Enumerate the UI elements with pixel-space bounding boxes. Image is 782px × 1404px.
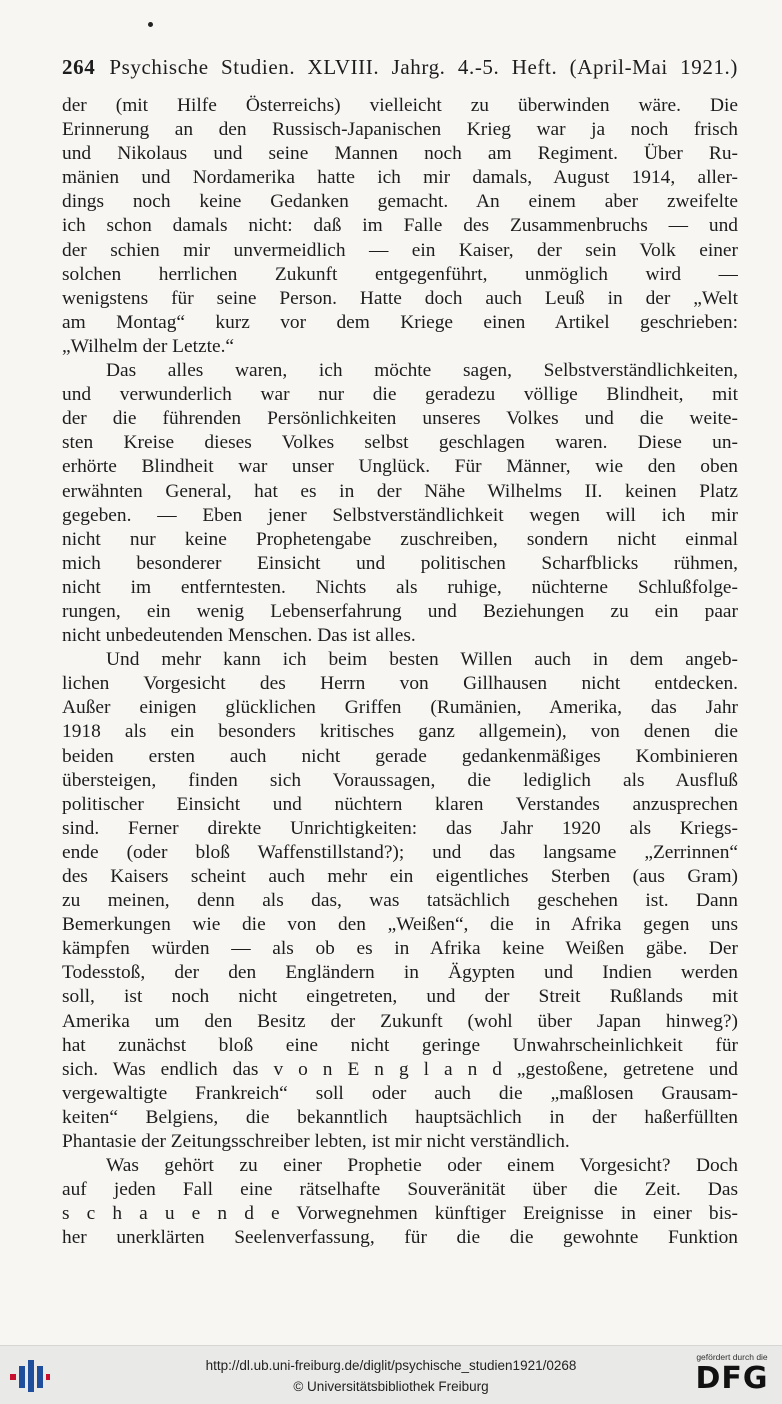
text-line: Was gehört zu einer Prophetie oder einem Vorgesicht? Doch (106, 1155, 738, 1177)
text-line: kämpfen würden — als ob es in Afrika keine Weißen gäbe. Der (62, 938, 738, 960)
text-line: Amerika um den Besitz der Zukunft (wohl über Japan hinweg?) (62, 1010, 738, 1032)
text-line: gegeben. — Eben jener Selbstverständlichkeit wegen will ich mir (62, 504, 738, 526)
text-line: sind. Ferner direkte Unrichtigkeiten: das Jahr 1920 als Kriegs- (62, 817, 738, 839)
text-line: soll, ist noch nicht eingetreten, und der Streit Rußlands mit (62, 986, 738, 1008)
text-line: erhörte Blindheit war unser Unglück. Für Männer, wie den oben (62, 456, 738, 478)
text-line: und verwunderlich war nur die geradezu völlige Blindheit, mit (62, 384, 738, 406)
copyright-notice: © Universitätsbibliothek Freiburg (293, 1379, 489, 1394)
text-line: „Wilhelm der Letzte.“ (62, 335, 235, 357)
text-line: nicht nur keine Prophetengabe zuschreiben, sondern nicht einmal (62, 528, 738, 550)
text-line: der die führenden Persönlichkeiten unseres Volkes und die weite- (62, 408, 738, 430)
text-line: sich. Was endlich das v o n E n g l a n d „gestoßene, getretene und (62, 1058, 738, 1080)
dfg-logo[interactable] (690, 1352, 774, 1400)
text-line: s c h a u e n d e Vorwegnehmen künftiger Ereignisse in einer bis- (62, 1203, 738, 1225)
text-line: der (mit Hilfe Österreichs) vielleicht zu überwinden wäre. Die (62, 95, 738, 116)
text-line: nicht im entferntesten. Nichts als ruhige, nüchterne Schlußfolge- (62, 576, 738, 598)
text-line: ende (oder bloß Waffenstillstand?); und das langsame „Zerrinnen“ (62, 841, 738, 863)
text-line: keiten“ Belgiens, die bekanntlich hauptsächlich in der haßerfüllten (62, 1106, 738, 1128)
dfg-caption: gefördert durch die (696, 1352, 768, 1362)
text-line: Erinnerung an den Russisch-Japanischen Krieg war ja noch frisch (62, 119, 738, 141)
text-line: auf jeden Fall eine rätselhafte Souveränität über die Zeit. Das (62, 1179, 738, 1201)
text-line: des Kaisers scheint auch mehr ein eigentliches Sterben (aus Gram) (62, 866, 738, 887)
text-line: Außer einigen glücklichen Griffen (Rumänien, Amerika, das Jahr (62, 697, 738, 719)
text-line: ich schon damals nicht: daß im Falle des Zusammenbruchs — und (62, 215, 738, 237)
text-line: dings noch keine Gedanken gemacht. An einem aber zweifelte (62, 191, 738, 213)
footer-bar (0, 1345, 782, 1404)
page-number: 264 (62, 55, 96, 79)
text-line: und Nikolaus und seine Mannen noch am Regiment. Über Ru- (62, 143, 738, 165)
text-line: mänien und Nordamerika hatte ich mir damals, August 1914, aller- (62, 167, 738, 189)
text-line: übersteigen, finden sich Voraussagen, die lediglich als Ausfluß (62, 769, 738, 791)
text-line: der schien mir unvermeidlich — ein Kaiser, der sein Volk einer (62, 239, 738, 261)
text-line: lichen Vorgesicht des Herrn von Gillhausen nicht entdecken. (62, 673, 738, 695)
text-line: Und mehr kann ich beim besten Willen auch in dem angeb- (106, 649, 738, 671)
text-line: erwähnten General, hat es in der Nähe Wilhelms II. keinen Platz (62, 480, 738, 502)
text-line: nicht unbedeutenden Menschen. Das ist alles. (62, 625, 416, 647)
text-line: beiden ersten auch nicht gerade gedankenmäßiges Kombinieren (62, 745, 738, 767)
text-line: sten Kreise dieses Volkes selbst geschlagen waren. Diese un- (62, 432, 738, 454)
text-line: zu meinen, denn als das, was tatsächlich geschehen ist. Dann (62, 890, 738, 912)
speck-mark (148, 22, 153, 27)
dfg-wordmark: DFG (695, 1361, 769, 1396)
text-line: hat zunächst bloß eine nicht geringe Unwahrscheinlichkeit für (62, 1034, 738, 1056)
running-header (62, 55, 738, 80)
text-line: am Montag“ kurz vor dem Kriege einen Artikel geschrieben: (62, 311, 738, 333)
text-line: rungen, ein wenig Lebenserfahrung und Beziehungen zu ein paar (62, 600, 738, 622)
permalink-url[interactable]: http://dl.ub.uni-freiburg.de/diglit/psychische_studien1921/0268 (205, 1358, 577, 1373)
text-line: Todesstoß, der den Engländern in Ägypten und Indien werden (62, 962, 738, 984)
text-line: solchen herrlichen Zukunft entgegenführt, unmöglich wird — (62, 263, 738, 285)
text-line: her unerklärten Seelenverfassung, für die die gewohnte Funktion (62, 1227, 738, 1249)
text-line: Phantasie der Zeitungsschreiber lebten, ist mir nicht verständlich. (62, 1131, 570, 1153)
text-line: vergewaltigte Frankreich“ soll oder auch die „maßlosen Grausam- (62, 1082, 738, 1104)
text-line: politischer Einsicht und nüchtern klaren Verstandes anzusprechen (62, 793, 738, 815)
text-line: Bemerkungen wie die von den „Weißen“, die in Afrika gegen uns (62, 914, 738, 936)
text-line: Das alles waren, ich möchte sagen, Selbstverständlichkeiten, (106, 360, 738, 382)
text-line: 1918 als ein besonders kritisches ganz allgemein), von denen die (62, 721, 738, 743)
text-line: mich besonderer Einsicht und politischen Scharfblicks rühmen, (62, 552, 738, 574)
text-line: wenigstens für seine Person. Hatte doch auch Leuß in der „Welt (62, 287, 738, 309)
body-text (62, 94, 738, 1251)
running-title: Psychische Studien. XLVIII. Jahrg. 4.-5. Heft. (April-Mai 1921.) (109, 55, 738, 79)
